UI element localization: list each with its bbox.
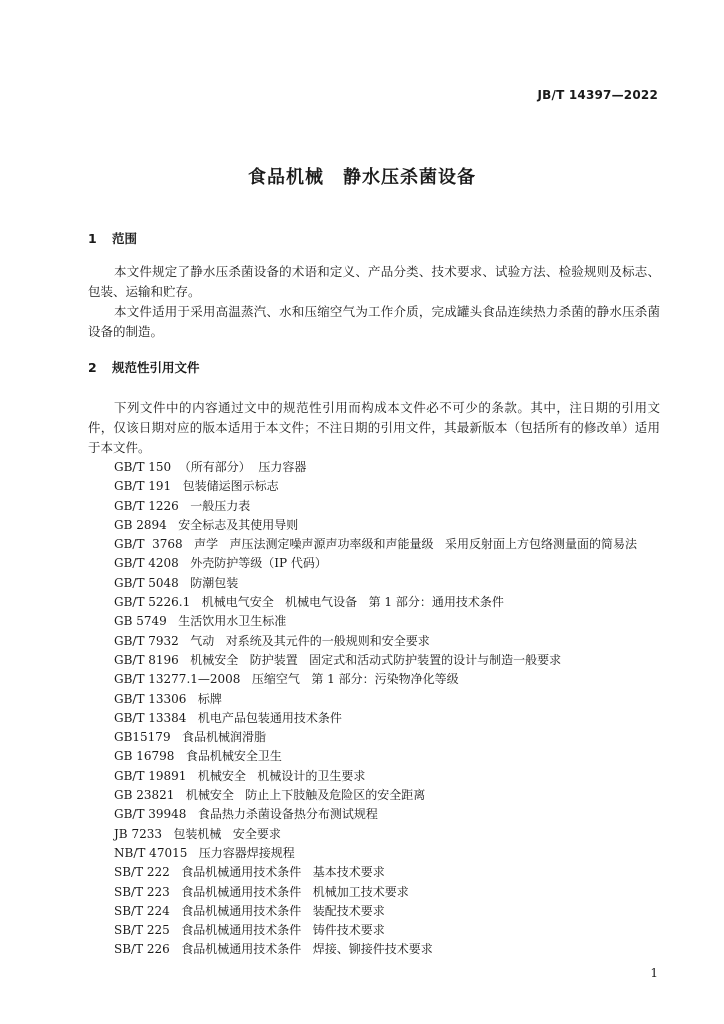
section-heading-normative-references: [88, 358, 200, 376]
reference-item: GB/T 4208 外壳防护等级（IP 代码）: [114, 556, 327, 571]
reference-item: GB/T 39948 食品热力杀菌设备热分布测试规程: [114, 807, 378, 822]
reference-item: GB/T 19891 机械安全 机械设计的卫生要求: [114, 768, 366, 783]
reference-item: GB/T 1226 一般压力表: [114, 498, 251, 513]
reference-item: GB/T 13384 机电产品包装通用技术条件: [114, 710, 342, 725]
standard-number: JB/T 14397—2022: [537, 88, 658, 102]
reference-item: GB/T 5048 防潮包装: [114, 575, 239, 590]
section-title: 范围: [112, 231, 138, 246]
reference-item: GB/T 7932 气动 对系统及其元件的一般规则和安全要求: [114, 633, 430, 648]
reference-item: GB 16798 食品机械安全卫生: [114, 749, 282, 764]
reference-item: SB/T 223 食品机械通用技术条件 机械加工技术要求: [114, 884, 409, 899]
section-heading-scope: [88, 229, 137, 247]
section-number: 2: [88, 360, 97, 375]
reference-item: GB 5749 生活饮用水卫生标准: [114, 614, 287, 629]
reference-item: GB/T 5226.1 机械电气安全 机械电气设备 第 1 部分：通用技术条件: [114, 595, 504, 610]
references-intro-paragraph: 下列文件中的内容通过文中的规范性引用而构成本文件必不可少的条款。其中，注日期的引用文件，仅该日期对应的版本适用于本文件；不注日期的引用文件，其最新版本（包括所有的修改单）适用于本文件。: [88, 400, 660, 455]
reference-item: NB/T 47015 压力容器焊接规程: [114, 845, 295, 860]
scope-paragraph: 本文件适用于采用高温蒸汽、水和压缩空气为工作介质，完成罐头食品连续热力杀菌的静水压杀菌设备的制造。: [88, 304, 660, 339]
reference-item: GB15179 食品机械润滑脂: [114, 730, 267, 745]
reference-item: GB/T 13306 标牌: [114, 691, 222, 706]
scope-paragraph: 本文件规定了静水压杀菌设备的术语和定义、产品分类、技术要求、试验方法、检验规则及标志、包装、运输和贮存。: [88, 264, 660, 299]
reference-item: GB/T 13277.1—2008 压缩空气 第 1 部分：污染物净化等级: [114, 672, 459, 687]
reference-item: GB/T 191 包装储运图示标志: [114, 479, 279, 494]
reference-item: GB/T 8196 机械安全 防护装置 固定式和活动式防护装置的设计与制造一般要求: [114, 652, 562, 667]
reference-item: SB/T 225 食品机械通用技术条件 铸件技术要求: [114, 923, 385, 938]
document-title: 食品机械 静水压杀菌设备: [248, 167, 476, 188]
reference-item: SB/T 222 食品机械通用技术条件 基本技术要求: [114, 865, 385, 880]
reference-item: JB 7233 包装机械 安全要求: [114, 826, 281, 841]
reference-item: GB/T 3768 声学 声压法测定噪声源声功率级和声能量级 采用反射面上方包络测量面的简易法: [114, 537, 637, 552]
section-number: 1: [88, 231, 97, 246]
reference-item: GB 23821 机械安全 防止上下肢触及危险区的安全距离: [114, 788, 426, 803]
reference-item: SB/T 226 食品机械通用技术条件 焊接、铆接件技术要求: [114, 942, 433, 957]
reference-list: [88, 458, 660, 960]
reference-item: SB/T 224 食品机械通用技术条件 装配技术要求: [114, 903, 385, 918]
reference-item: GB 2894 安全标志及其使用导则: [114, 517, 299, 532]
section-title: 规范性引用文件: [112, 360, 200, 375]
reference-item: GB/T 150 （所有部分） 压力容器: [114, 460, 307, 474]
page-number: 1: [650, 966, 658, 980]
